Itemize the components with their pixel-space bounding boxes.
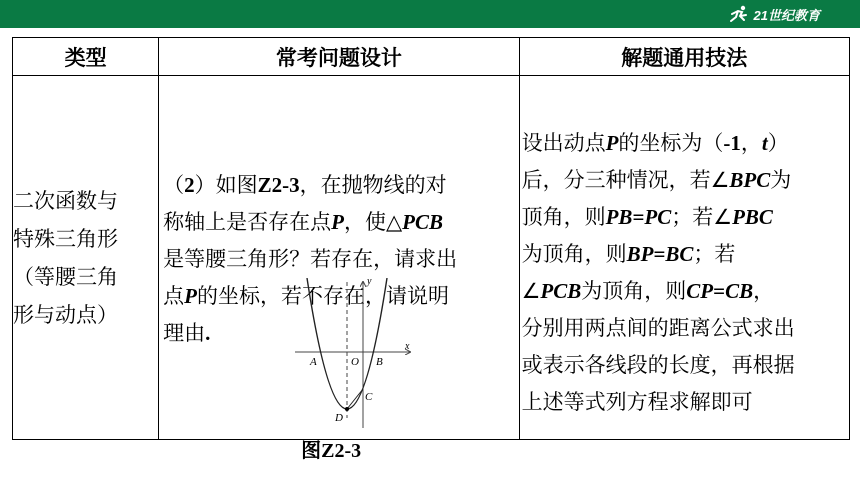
header-method: 解题通用技法 [519, 38, 849, 76]
type-line: （等腰三角 [13, 264, 118, 289]
problem-line: 理由. [163, 321, 211, 345]
label-x: x [405, 341, 410, 352]
method-table [12, 37, 850, 462]
method-line: 后，分三种情况，若∠BPC为 [521, 167, 792, 192]
segment-dc [347, 389, 363, 409]
runner-logo-icon [728, 5, 750, 23]
parabola-figure [295, 278, 415, 438]
figure-caption: 图Z2-3 [301, 438, 362, 462]
problem-line: 称轴上是否存在点P，使△PCB [163, 210, 443, 234]
label-y: y [367, 278, 372, 287]
method-line: 或表示各线段的长度，再根据 [521, 352, 795, 377]
problem-line: 是等腰三角形？若存在，请求出 [163, 247, 458, 271]
method-line: 上述等式列方程求解即可 [521, 389, 753, 414]
type-cell [13, 76, 159, 440]
type-line: 形与动点） [13, 302, 118, 327]
header-type: 类型 [13, 38, 159, 76]
method-line: 设出动点P的坐标为（-1，t） [521, 130, 789, 155]
method-line: ∠PCB为顶角，则CP=CB， [521, 278, 775, 303]
method-cell [519, 76, 849, 440]
label-a: A [310, 356, 317, 368]
type-line: 特殊三角形 [13, 226, 118, 251]
problem-line: 点P的坐标，若不存在，请说明 [163, 284, 449, 308]
method-line: 顶角，则PB=PC；若∠PBC [521, 204, 773, 229]
top-banner [0, 0, 860, 28]
type-line: 二次函数与 [13, 188, 118, 213]
point-d [345, 407, 349, 411]
table-row [13, 76, 850, 440]
brand-logo [728, 4, 820, 24]
label-o: O [351, 356, 360, 368]
table-header-row [13, 38, 850, 76]
method-text [520, 95, 849, 421]
header-problem: 常考问题设计 [159, 38, 519, 76]
method-line: 分别用两点间的距离公式求出 [521, 315, 795, 340]
method-line: 为顶角，则BP=BC；若 [521, 241, 736, 266]
problem-line: （2）如图Z2-3，在抛物线的对 [163, 173, 447, 197]
label-d: D [335, 412, 344, 424]
label-b: B [376, 356, 383, 368]
problem-cell [159, 76, 519, 462]
logo-text: 21世纪教育 [753, 7, 820, 23]
label-c: C [365, 391, 373, 403]
